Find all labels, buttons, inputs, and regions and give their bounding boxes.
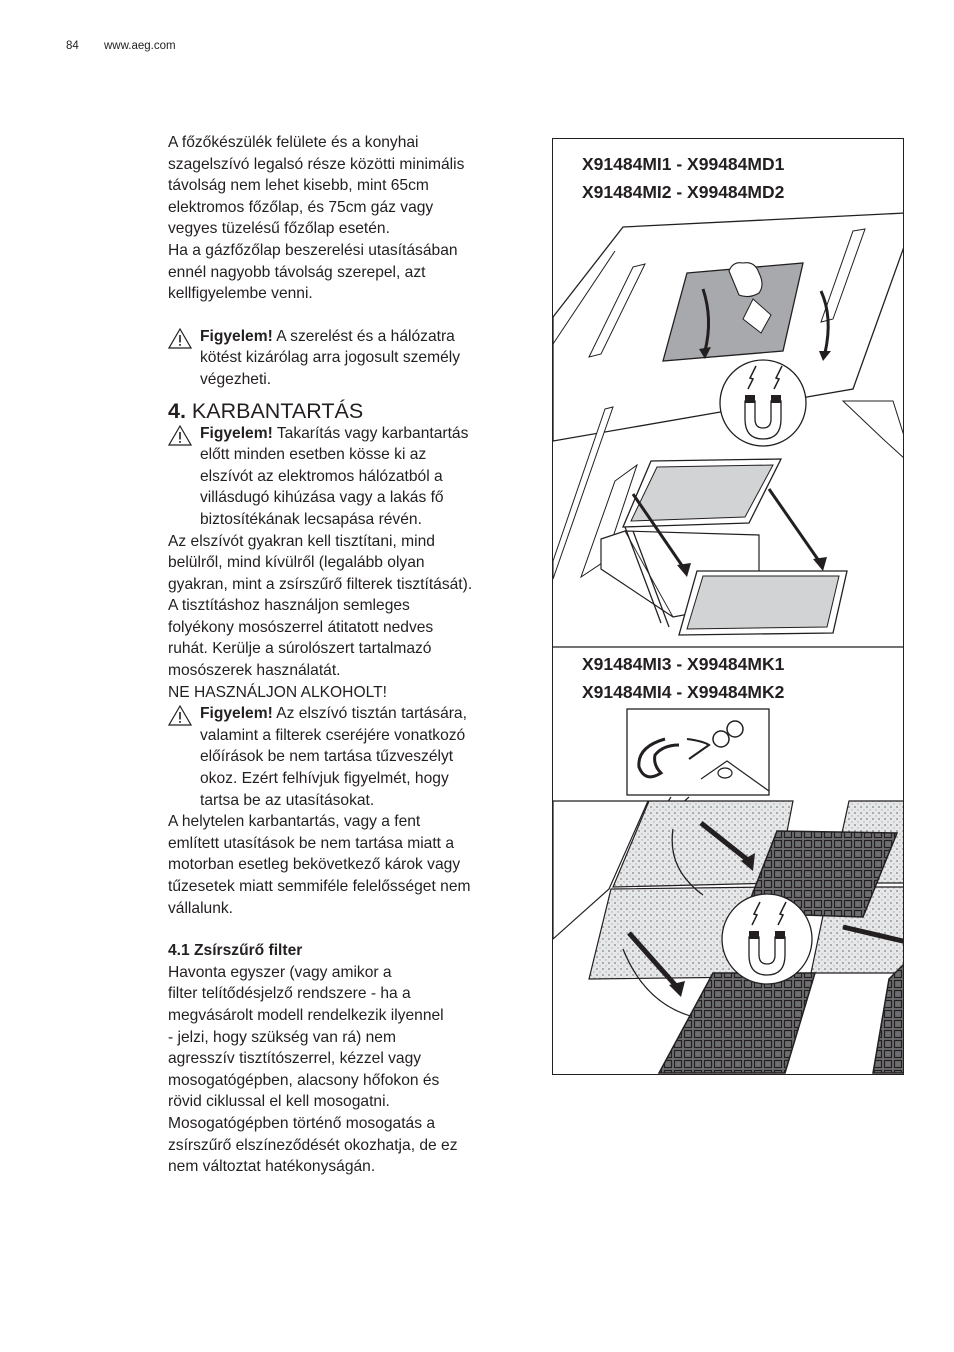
section-heading — [168, 399, 540, 423]
body-line: zsírszűrő elszíneződését okozhatja, de ez — [168, 1136, 458, 1154]
page-number: 84 — [66, 40, 79, 52]
intro-line: elektromos főzőlap, és 75cm gáz vagy — [168, 198, 434, 216]
warning-icon — [168, 328, 192, 349]
warning-text: előtt minden esetben kösse ki az — [200, 446, 427, 464]
body-line: ruhát. Kerülje a súrolószert tartalmazó — [168, 640, 432, 658]
warning-text: A szerelést és a hálózatra — [272, 327, 455, 345]
intro-line: Ha a gázfőzőlap beszerelési utasításában — [168, 241, 458, 259]
body-line: gyakran, mint a zsírszűrő filterek tisztítását). — [168, 575, 473, 593]
body-line: mosószerek használatát. — [168, 662, 341, 680]
warning-label: Figyelem! — [200, 327, 273, 345]
warning-text: okoz. Ezért felhívjuk figyelmét, hogy — [200, 770, 449, 788]
warning-label: Figyelem! — [200, 424, 273, 442]
body-line: - jelzi, hogy szükség van rá) nem — [168, 1028, 396, 1046]
intro-line: szagelszívó legalsó része közötti minimális — [168, 155, 465, 173]
warning-disconnect — [168, 423, 540, 531]
body-line: motorban esetleg bekövetkező károk vagy — [168, 856, 461, 874]
warning-text: elszívót az elektromos hálózatból a — [200, 467, 443, 485]
warning-icon — [168, 425, 192, 446]
body-line: belülről, mind kívülről (legalább olyan — [168, 554, 425, 572]
warning-icon — [168, 705, 192, 726]
filter-illustration — [552, 138, 904, 1075]
warning-text: kötést kizárólag arra jogosult személy — [200, 349, 461, 367]
website-url: www.aeg.com — [104, 40, 176, 52]
body-line: NE HASZNÁLJON ALKOHOLT! — [168, 683, 387, 701]
warning-text: végezheti. — [200, 370, 272, 388]
warning-text: előírások be nem tartása tűzveszélyt — [200, 748, 454, 766]
warning-installation — [168, 326, 540, 391]
body-line: filter telítődésjelző rendszere - ha a — [168, 985, 411, 1003]
intro-line: A főzőkészülék felülete és a konyhai — [168, 134, 419, 151]
body-line: agresszív tisztítószerrel, kézzel vagy — [168, 1050, 422, 1068]
model-label: X91484MI4 - X99484MK2 — [582, 682, 785, 702]
section-title: KARBANTARTÁS — [191, 398, 364, 423]
body-line: Havonta egyszer (vagy amikor a — [168, 963, 392, 981]
subsection-title: 4.1 Zsírszűrő filter — [168, 942, 303, 960]
warning-text: biztosítékának lecsapása révén. — [200, 510, 422, 528]
model-label: X91484MI2 - X99484MD2 — [582, 182, 785, 202]
model-label: X91484MI1 - X99484MD1 — [582, 154, 785, 174]
body-line: nem változtat hatékonyságán. — [168, 1158, 376, 1176]
section-number: 4. — [168, 398, 186, 423]
intro-line: kellfigyelembe venni. — [168, 285, 313, 303]
warning-text: tartsa be az utasításokat. — [200, 791, 375, 809]
body-line: rövid ciklussal el kell mosogatni. — [168, 1093, 390, 1111]
body-line: vállalunk. — [168, 899, 234, 917]
warning-fire — [168, 703, 540, 811]
body-line: A helytelen karbantartás, vagy a fent — [168, 813, 421, 831]
intro-line: vegyes tüzelésű főzőlap esetén. — [168, 220, 390, 238]
text-column — [168, 132, 540, 1178]
body-line: említett utasítások be nem tartása miatt a — [168, 834, 455, 852]
intro-line: ennél nagyobb távolság szerepel, azt — [168, 263, 426, 281]
warning-text: villásdugó kihúzása vagy a lakás fő — [200, 489, 444, 507]
warning-text: Az elszívó tisztán tartására, — [272, 705, 467, 723]
body-line: A tisztításhoz használjon semleges — [168, 597, 410, 615]
filter-drawing — [553, 139, 904, 1075]
body-line: tűzesetek miatt semmiféle felelősséget nem — [168, 878, 471, 895]
warning-text: Takarítás vagy karbantartás — [272, 424, 469, 442]
body-line: folyékony mosószerrel átitatott nedves — [168, 618, 434, 636]
warning-label: Figyelem! — [200, 705, 273, 723]
body-line: mosogatógépben, alacsony hőfokon és — [168, 1071, 440, 1089]
intro-line: távolság nem lehet kisebb, mint 65cm — [168, 177, 429, 195]
body-line: Mosogatógépben történő mosogatás a — [168, 1114, 436, 1132]
body-line: megvásárolt modell rendelkezik ilyennel — [168, 1006, 444, 1024]
warning-text: valamint a filterek cseréjére vonatkozó — [200, 726, 466, 744]
model-label: X91484MI3 - X99484MK1 — [582, 654, 785, 674]
body-line: Az elszívót gyakran kell tisztítani, mind — [168, 532, 435, 550]
